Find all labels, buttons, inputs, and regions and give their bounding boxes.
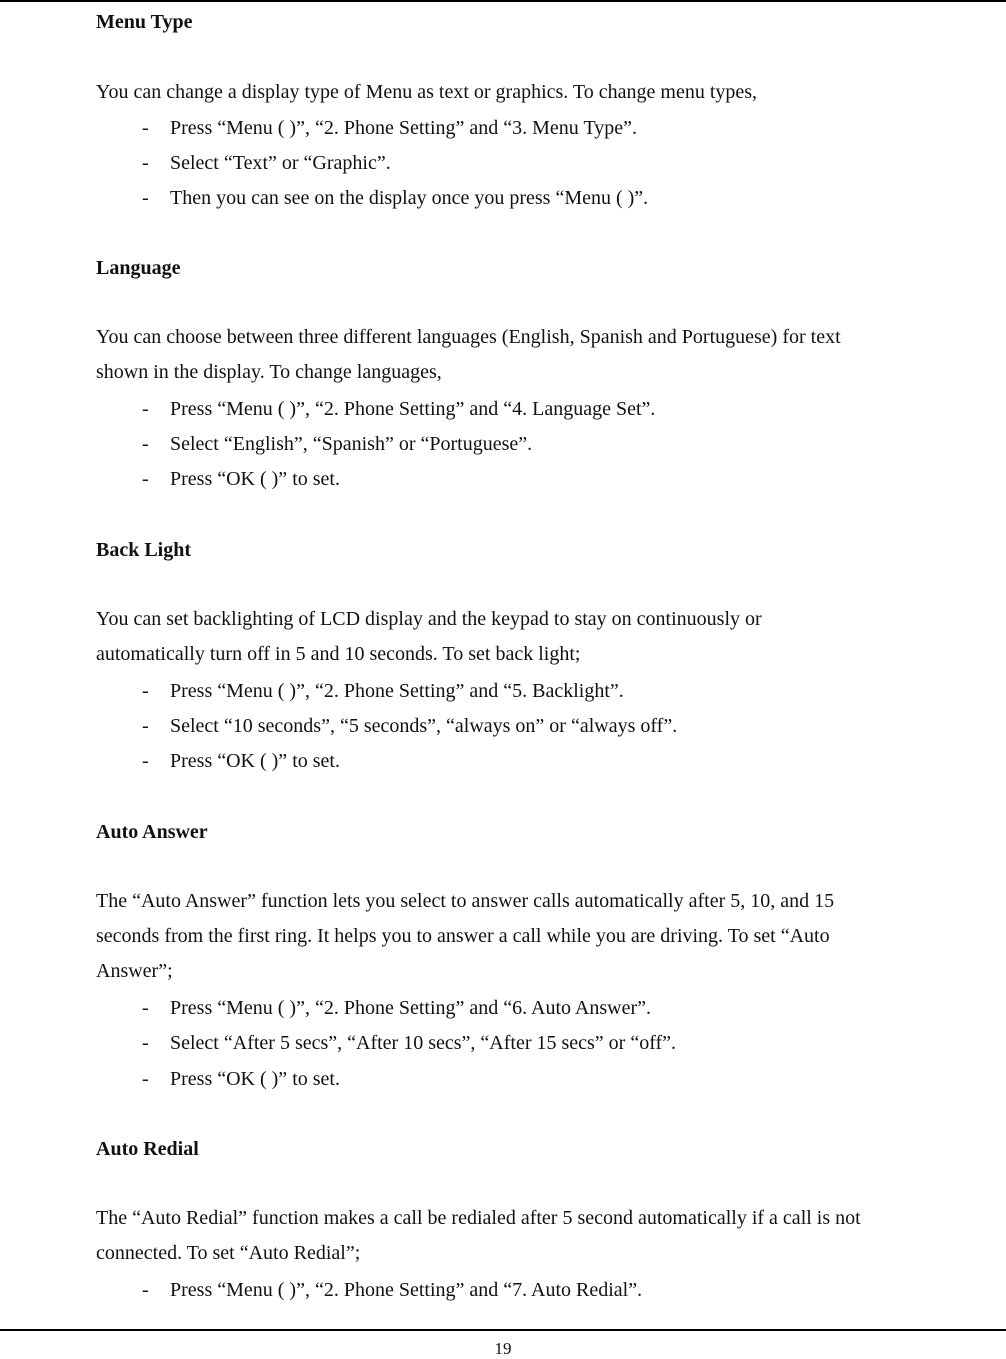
- section-heading-back-light: Back Light: [96, 539, 192, 561]
- paragraph-line: automatically turn off in 5 and 10 seconds. To set back light;: [96, 643, 581, 666]
- bullet-dash: -: [142, 1068, 149, 1090]
- section-paragraph: [96, 320, 916, 390]
- paragraph-line: The “Auto Answer” function lets you select to answer calls automatically after 5, 10, and 15: [96, 890, 835, 912]
- page-number: 19: [494, 1339, 512, 1358]
- paragraph-line: connected. To set “Auto Redial”;: [96, 1242, 361, 1265]
- list-item-text: Select “10 seconds”, “5 seconds”, “always on” or “always off”.: [170, 715, 678, 737]
- list-item-text: Then you can see on the display once you press “Menu ( )”.: [170, 187, 649, 209]
- bullet-dash: -: [142, 680, 149, 702]
- list-item-text: Press “Menu ( )”, “2. Phone Setting” and “6. Auto Answer”.: [170, 997, 652, 1019]
- section-paragraph: [96, 884, 916, 990]
- bullet-dash: -: [142, 152, 149, 174]
- paragraph-line: You can set backlighting of LCD display and the keypad to stay on continuously or: [96, 608, 762, 630]
- section-heading-menu-type: Menu Type: [96, 11, 193, 33]
- paragraph-line: You can change a display type of Menu as text or graphics. To change menu types,: [96, 81, 758, 103]
- bullet-dash: -: [142, 433, 149, 455]
- list-item-text: Select “English”, “Spanish” or “Portuguese”.: [170, 433, 533, 455]
- list-item-text: Press “Menu ( )”, “2. Phone Setting” and “4. Language Set”.: [170, 398, 656, 420]
- bullet-dash: -: [142, 715, 149, 737]
- section-heading-auto-answer: Auto Answer: [96, 821, 208, 843]
- bottom-rule: [0, 1329, 1006, 1331]
- section-paragraph: [96, 75, 916, 110]
- paragraph-line: The “Auto Redial” function makes a call be redialed after 5 second automatically if a call is not: [96, 1207, 861, 1229]
- section-heading-language: Language: [96, 257, 181, 279]
- bullet-dash: -: [142, 468, 149, 490]
- section-paragraph: [96, 602, 916, 672]
- list-item-text: Press “Menu ( )”, “2. Phone Setting” and “7. Auto Redial”.: [170, 1279, 643, 1301]
- bullet-dash: -: [142, 398, 149, 420]
- paragraph-line: You can choose between three different languages (English, Spanish and Portuguese) for text: [96, 326, 841, 348]
- bullet-dash: -: [142, 1279, 149, 1301]
- bullet-dash: -: [142, 187, 149, 209]
- paragraph-line: seconds from the first ring. It helps you to answer a call while you are driving. To set “Auto: [96, 925, 830, 948]
- list-item-text: Press “OK ( )” to set.: [170, 750, 340, 772]
- list-item-text: Press “Menu ( )”, “2. Phone Setting” and “3. Menu Type”.: [170, 117, 638, 139]
- section-heading-auto-redial: Auto Redial: [96, 1138, 199, 1160]
- section-paragraph: [96, 1201, 916, 1271]
- list-item-text: Press “OK ( )” to set.: [170, 468, 340, 490]
- bullet-dash: -: [142, 997, 149, 1019]
- top-rule: [0, 0, 1006, 2]
- bullet-dash: -: [142, 1032, 149, 1054]
- paragraph-line: Answer”;: [96, 960, 173, 983]
- list-item-text: Select “After 5 secs”, “After 10 secs”, “After 15 secs” or “off”.: [170, 1032, 677, 1054]
- paragraph-line: shown in the display. To change languages,: [96, 361, 442, 384]
- bullet-dash: -: [142, 750, 149, 772]
- list-item-text: Select “Text” or “Graphic”.: [170, 152, 391, 174]
- list-item-text: Press “Menu ( )”, “2. Phone Setting” and “5. Backlight”.: [170, 680, 624, 702]
- list-item-text: Press “OK ( )” to set.: [170, 1068, 340, 1090]
- bullet-dash: -: [142, 117, 149, 139]
